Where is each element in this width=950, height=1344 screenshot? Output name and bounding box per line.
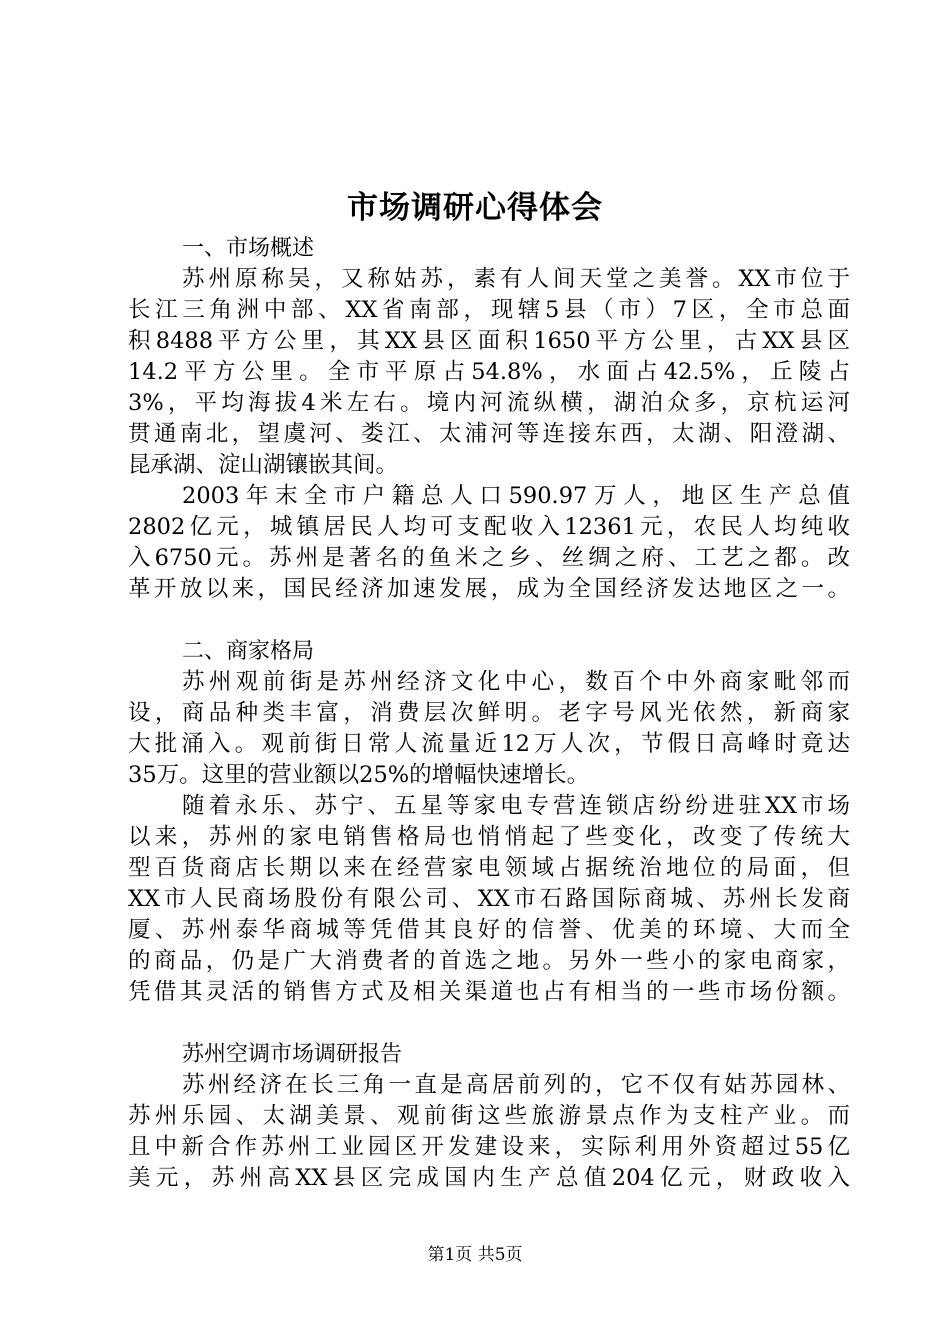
text-line: 以来，苏州的家电销售格局也悄悄起了些变化，改变了传统大 bbox=[128, 824, 850, 850]
text-line: 大批涌入。观前街日常人流量近12万人次，节假日高峰时竟达 bbox=[128, 731, 850, 757]
document-title: 市场调研心得体会 bbox=[347, 190, 603, 226]
document-body bbox=[128, 233, 850, 1194]
text-line: 厦、苏州泰华商城等凭借其良好的信誉、优美的环境、大而全 bbox=[128, 917, 850, 943]
text-line: 美元，苏州高XX县区完成国内生产总值204亿元，财政收入 bbox=[128, 1165, 850, 1191]
section-heading-aircon-report: 苏州空调市场调研报告 bbox=[182, 1042, 403, 1067]
text-line: 贯通南北，望虞河、娄江、太浦河等连接东西，太湖、阳澄湖、 bbox=[128, 421, 850, 447]
text-line: 且中新合作苏州工业园区开发建设来，实际利用外资超过55亿 bbox=[128, 1134, 850, 1160]
text-line: 35万。这里的营业额以25%的增幅快速增长。 bbox=[128, 762, 590, 788]
text-line: 2003年末全市户籍总人口590.97万人，地区生产总值 bbox=[182, 483, 850, 509]
text-line: 苏州乐园、太湖美景、观前街这些旅游景点作为支柱产业。而 bbox=[128, 1103, 850, 1129]
text-line: 设，商品种类丰富，消费层次鲜明。老字号风光依然，新商家 bbox=[128, 700, 850, 726]
paragraph bbox=[128, 791, 850, 1008]
text-line: 苏州观前街是苏州经济文化中心，数百个中外商家毗邻而 bbox=[182, 669, 850, 695]
paragraph-gap bbox=[128, 1008, 850, 1039]
text-line: 入6750元。苏州是著名的鱼米之乡、丝绸之府、工艺之都。改 bbox=[128, 545, 850, 571]
text-line: XX市人民商场股份有限公司、XX市石路国际商城、苏州长发商 bbox=[128, 886, 850, 912]
text-line: 昆承湖、淀山湖镶嵌其间。 bbox=[128, 452, 399, 478]
text-line: 随着永乐、苏宁、五星等家电专营连锁店纷纷进驻XX市场 bbox=[182, 793, 850, 819]
section-heading-market-overview: 一、市场概述 bbox=[182, 236, 315, 261]
text-line: 积8488平方公里，其XX县区面积1650平方公里，古XX县区 bbox=[128, 328, 850, 354]
text-line: 型百货商店长期以来在经营家电领域占据统治地位的局面，但 bbox=[128, 855, 850, 881]
paragraph bbox=[128, 264, 850, 481]
text-line: 14.2平方公里。全市平原占54.8%，水面占42.5%，丘陵占 bbox=[128, 359, 850, 385]
text-line: 革开放以来，国民经济加速发展，成为全国经济发达地区之一。 bbox=[128, 576, 850, 602]
section-heading-merchant-layout: 二、商家格局 bbox=[182, 639, 315, 664]
text-line: 3%，平均海拔4米左右。境内河流纵横，湖泊众多，京杭运河 bbox=[128, 390, 850, 416]
paragraph-gap bbox=[128, 605, 850, 636]
text-line: 凭借其灵活的销售方式及相关渠道也占有相当的一些市场份额。 bbox=[128, 979, 850, 1005]
text-line: 苏州原称吴，又称姑苏，素有人间天堂之美誉。XX市位于 bbox=[182, 266, 850, 292]
paragraph bbox=[128, 481, 850, 605]
text-line: 苏州经济在长三角一直是高居前列的，它不仅有姑苏园林、 bbox=[182, 1072, 850, 1098]
paragraph bbox=[128, 667, 850, 791]
text-line: 2802亿元，城镇居民人均可支配收入12361元，农民人均纯收 bbox=[128, 514, 850, 540]
text-line: 长江三角洲中部、XX省南部，现辖5县（市）7区，全市总面 bbox=[128, 297, 850, 323]
page-footer: 第1页 共5页 bbox=[427, 1245, 523, 1265]
paragraph bbox=[128, 1070, 850, 1194]
text-line: 的商品，仍是广大消费者的首选之地。另外一些小的家电商家， bbox=[128, 948, 850, 974]
